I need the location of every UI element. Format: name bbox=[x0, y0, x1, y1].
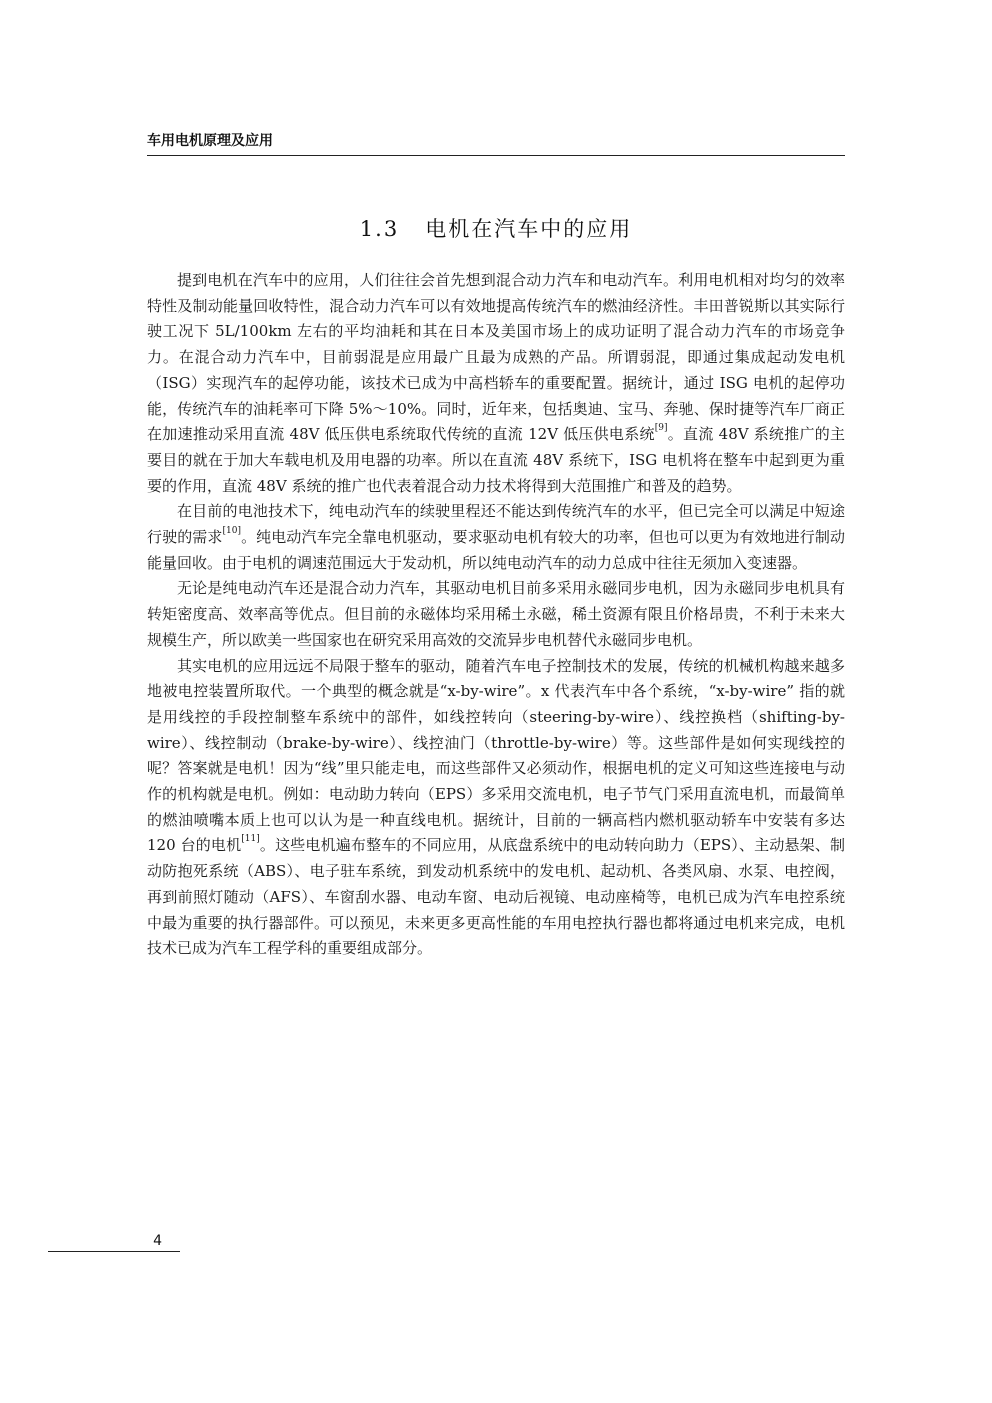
paragraph bbox=[147, 576, 845, 653]
paragraph-text: 在目前的电池技术下，纯电动汽车的续驶里程还不能达到传统汽车的水平，但已完全可以满足中短途行驶的需求 bbox=[147, 502, 845, 547]
book-title: 车用电机原理及应用 bbox=[147, 133, 273, 149]
citation-ref: [10] bbox=[222, 526, 241, 537]
section-title: 电机在汽车中的应用 bbox=[425, 217, 633, 241]
paragraph-text: 。纯电动汽车完全靠电机驱动，要求驱动电机有较大的功率，但也可以更为有效地进行制动能量回收。由于电机的调速范围远大于发动机，所以纯电动汽车的动力总成中往往无须加入变速器。 bbox=[147, 528, 845, 572]
paragraph bbox=[147, 499, 845, 576]
paragraph-text: 无论是纯电动汽车还是混合动力汽车，其驱动电机目前多采用永磁同步电机，因为永磁同步电机具有转矩密度高、效率高等优点。但目前的永磁体均采用稀土永磁，稀土资源有限且价格昂贵，不利于未来大规模生产，所以欧美一些国家也在研究采用高效的交流异步电机替代永磁同步电机。 bbox=[147, 579, 845, 649]
paragraph-text: 其实电机的应用远远不局限于整车的驱动，随着汽车电子控制技术的发展，传统的机械机构越来越多地被电控装置所取代。一个典型的概念就是“x-by-wire”。x 代表汽车中各个系统，“x-by-wire” 指的就是用线控的手段控制整车系统中的部件，如线控转向（steering-by-wire）、线控换档（shifting-by-wire）、线控制动（brake-by-wire）、线控油门（throttle-by-wire）等。这些部件是如何实现线控的呢？答案就是电机！因为“线”里只能走电，而这些部件又必须动作，根据电机的定义可知这些连接电与动作的机构就是电机。例如：电动助力转向（EPS）多采用交流电机，电子节气门采用直流电机，而最简单的燃油喷嘴本质上也可以认为是一种直线电机。据统计，目前的一辆高档内燃机驱动轿车中安装有多达 120 台的电机 bbox=[147, 656, 845, 855]
page-number: 4 bbox=[153, 1233, 162, 1249]
paragraph-text: 提到电机在汽车中的应用，人们往往会首先想到混合动力汽车和电动汽车。利用电机相对均匀的效率特性及制动能量回收特性，混合动力汽车可以有效地提高传统汽车的燃油经济性。丰田普锐斯以其实际行驶工况下 5L/100km 左右的平均油耗和其在日本及美国市场上的成功证明了混合动力汽车的市场竞争力。在混合动力汽车中，目前弱混是应用最广且最为成熟的产品。所谓弱混，即通过集成起动发电机（ISG）实现汽车的起停功能，该技术已成为中高档轿车的重要配置。据统计，通过 ISG 电机的起停功能，传统汽车的油耗率可下降 5%～10%。同时，近年来，包括奥迪、宝马、奔驰、保时捷等汽车厂商正在加速推动采用直流 48V 低压供电系统取代传统的直流 12V 低压供电系统 bbox=[147, 271, 845, 444]
citation-ref: [9] bbox=[654, 423, 668, 434]
running-header bbox=[147, 131, 845, 156]
body-text bbox=[147, 268, 845, 962]
paragraph-text: 。直流 48V 系统推广的主要目的就在于加大车载电机及用电器的功率。所以在直流 48V 系统下，ISG 电机将在整车中起到更为重要的作用，直流 48V 系统的推广也代表着混合动力技术将得到大范围推广和普及的趋势。 bbox=[147, 425, 845, 495]
section-number: 1.3 bbox=[359, 217, 400, 241]
citation-ref: [11] bbox=[241, 834, 260, 845]
paragraph-text: 。这些电机遍布整车的不同应用，从底盘系统中的电动转向助力（EPS）、主动悬架、制动防抱死系统（ABS）、电子驻车系统，到发动机系统中的发电机、起动机、各类风扇、水泵、电控阀，再到前照灯随动（AFS）、车窗刮水器、电动车窗、电动后视镜、电动座椅等，电机已成为汽车电控系统中最为重要的执行器部件。可以预见，未来更多更高性能的车用电控执行器也都将通过电机来完成，电机技术已成为汽车工程学科的重要组成部分。 bbox=[147, 836, 845, 958]
paragraph bbox=[147, 654, 845, 962]
section-heading bbox=[147, 214, 845, 244]
paragraph bbox=[147, 268, 845, 499]
page-footer bbox=[48, 1233, 180, 1252]
